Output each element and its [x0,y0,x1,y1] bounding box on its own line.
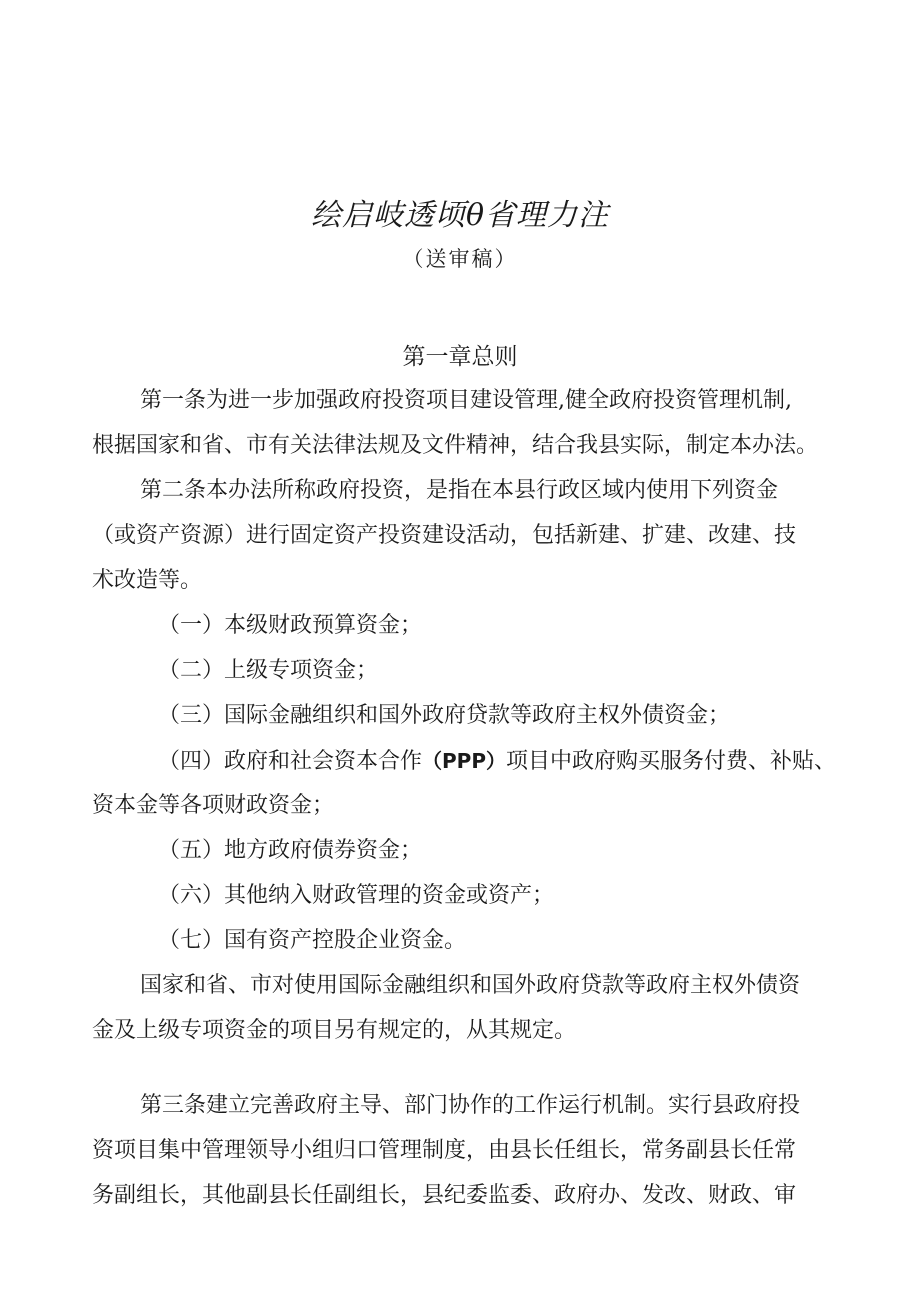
article-2-line-2: （或资产资源）进行固定资产投资建设活动，包括新建、扩建、改建、技 [92,523,797,548]
article-3-line-1: 第三条建立完善政府主导、部门协作的工作运行机制。实行县政府投 [140,1093,801,1118]
list-item-4-prefix: （四）政府和社会资本合作 [158,749,423,774]
ppp-abbreviation: （PPP） [422,749,506,773]
list-item-4-line-1 [158,746,836,777]
note-line-1: 国家和省、市对使用国际金融组织和国外政府贷款等政府主权外债资 [140,973,801,998]
list-item-2: （二）上级专项资金； [158,658,379,683]
article-1-line-2: 根据国家和省、市有关法律法规及文件精神，结合我县实际，制定本办法。 [92,433,819,458]
article-2-line-1: 第二条本办法所称政府投资，是指在本县行政区域内使用下列资金 [140,478,779,503]
article-1-line-1: 第一条为进一步加强政府投资项目建设管理,健全政府投资管理机制, [140,388,792,413]
list-item-1: （一）本级财政预算资金； [158,613,423,638]
document-subtitle: （送审稿） [402,247,518,271]
list-item-6: （六）其他纳入财政管理的资金或资产； [158,883,555,908]
article-3-line-2: 资项目集中管理领导小组归口管理制度，由县长任组长，常务副县长任常 [92,1138,797,1163]
list-item-4-suffix: 项目中政府购买服务付费、补贴、 [506,749,837,774]
article-2-line-3: 术改造等。 [92,568,203,593]
list-item-7: （七）国有资产控股企业资金。 [158,928,467,953]
list-item-3: （三）国际金融组织和国外政府贷款等政府主权外债资金； [158,703,731,728]
list-item-4-line-2: 资本金等各项财政资金； [92,793,335,818]
article-3-line-3: 务副组长，其他副县长任副组长，县纪委监委、政府办、发改、财政、审 [92,1183,797,1208]
document-title: 绘启岐透顷θ省理力注 [310,198,610,233]
list-item-5: （五）地方政府债券资金； [158,838,423,863]
note-line-2: 金及上级专项资金的项目另有规定的，从其规定。 [92,1018,577,1043]
chapter-heading: 第一章总则 [402,344,518,370]
